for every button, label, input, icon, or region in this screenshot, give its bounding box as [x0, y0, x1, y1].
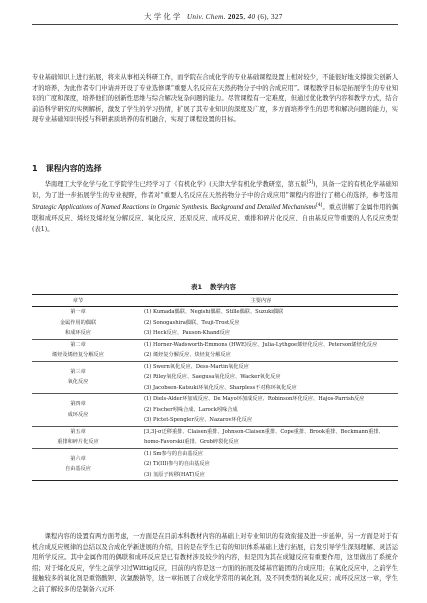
chapter-line: 金属作用的偶联: [59, 319, 97, 326]
table-label: 表1: [190, 283, 203, 291]
content-cell: [124, 307, 398, 340]
content-item: (2) 烯烃复分解反应、炔烃复分解反应: [144, 352, 231, 358]
citation-ref-4: [4]: [316, 203, 323, 209]
paragraph-content-rationale: 课程内容的设置有两方面考虑，一方面是在目前本科教材内容的基础上对专业知识的有效衔接及进一步延伸，另一方面是对于有机合成反应规律的总结以及合成化学新进展的介绍，目的是在学生已有的知识体系基础上进行拓展，启发引导学生深刻理解、灵活运用所学反应。其中金属作用的偶联和成环反应是已有教材涉及较少的内容，但是因为其在成键反应有重要作用，这里做出了系统介绍；对于烯化反应，学生之前学习过Wittig反应，目前的内容是这一方面的拓展及烯基官能团的合成应用；在氧化反应中，之前学生接触较多的氧化剂是重铬酸钾、次氯酸钠等，这一章拓展了合成化学常用的氧化剂，及不同类型的氧化反应；成环反应这一章，学生之前了解较多的是制备六元环: [32, 533, 398, 593]
chapter-line: 和成环反应: [65, 330, 91, 336]
table-row: [32, 426, 398, 448]
chapter-cell: [32, 361, 124, 394]
teaching-content-table: [32, 294, 398, 481]
content-item: (2) Sonogashira偶联、Tsuji-Trost反应: [144, 319, 240, 326]
chapter-line: 第五章: [70, 428, 86, 435]
journal-name-cn: 大 学 化 学: [144, 13, 181, 21]
table-row: [32, 394, 398, 427]
paragraph-course-selection: [32, 178, 398, 235]
para2-text-2: )，具备一定的有机化学基础知识，为了进一步拓展学生的专业视野，作者对“重要人名反应在天然药物分子中的合成应用”课程内容进行了精心的选择，参考选用: [32, 181, 398, 199]
chapter-line: 自由基反应: [65, 466, 91, 473]
table-row: [32, 361, 398, 394]
running-header: 大 学 化 学 Univ. Chem. 2025, 40 (6), 327: [144, 13, 283, 21]
content-item: (1) Diels-Alder环加成反应、De Mayo环加成反应、Robinson环化反应、Hajos-Parrish反应: [144, 396, 365, 402]
chapter-cell: [32, 339, 124, 361]
chapter-line: 第二章: [70, 341, 86, 348]
content-item: (1) Horner-Wadsworth-Emmons (HWE)反应、Julia-Lythgoe烯烃化反应、Peterson烯烃化反应: [144, 341, 378, 348]
chapter-line: 重排和碎片化反应: [57, 439, 99, 445]
chapter-cell: [32, 307, 124, 340]
content-item: [3,3]-σ迁移重排、Claisen重排、Johnson-Claisen重排、Cope重排、Brook重排、Beckmann重排、: [144, 428, 384, 435]
chapter-cell: [32, 448, 124, 481]
content-item: (2) Fischer吲哚合成、Larock吲哚合成: [144, 406, 238, 413]
para2-text-3: 。重点讲解了金属作用的偶联和成环反应、烯烃及烯烃复分解反应、氧化反应、还原反应、成环反应、重排和碎片化反应、自由基反应等重要的人名反应类型(表1)。: [32, 204, 399, 233]
content-item: (2) Riley氧化反应、Saegusa氧化反应、Wacker氧化反应: [144, 374, 281, 380]
content-item: (1) Swern氧化反应、Dess-Martin氧化反应: [144, 363, 249, 370]
table-header-row: [32, 295, 398, 307]
content-cell: [124, 361, 398, 394]
content-item: (3) Heck反应、Pauson-Khand反应: [144, 330, 231, 336]
chapter-cell: [32, 426, 124, 448]
journal-issue: (6): [257, 13, 267, 21]
table-title: 教学内容: [210, 283, 237, 291]
header-content: 主要内容: [124, 295, 398, 307]
chapter-line: 第四章: [70, 401, 86, 408]
content-item: (1) Kumada偶联、Negishi偶联、Stille偶联、Suzuki偶联: [144, 309, 284, 315]
header-rule: [32, 24, 398, 25]
section-number: 1: [32, 164, 38, 173]
content-item: (3) Pictet-Spengler反应、Nazarov环化反应: [144, 417, 253, 423]
table-row: [32, 339, 398, 361]
section-title: 课程内容的选择: [45, 164, 102, 173]
paragraph-intro: 专业基础知识上进行拓展，将来从事相关科研工作，而学院在合成化学的专业基础课程设置上相对较少，不能很好地支撑拔尖创新人才的培养，为此作者专门申请并开设了专业选修课“重要人名反应在天然药物分子中的合成应用”。课程教学目标是拓展学生的专业知识的广度和深度，培养他们的创新性思维与综合解决复杂问题的能力。尽管课程有一定难度，但通过优化教学内容和教学方式，结合前沿科学研究的实例解析，激发了学生的学习热情，扩展了其专业知识的深度及广度，多方面培养学生的思考和解决问题的能力，实现专业基础知识传授与科研素质培养的有机融合，实现了课程设置的目标。: [32, 74, 398, 124]
chapter-line: 第一章: [70, 309, 86, 315]
reference-book-title: Strategic Applications of Named Reactions in Organic Synthesis. Background and Detailed Mechanisms: [32, 204, 317, 212]
table-row: [32, 448, 398, 481]
table-caption: [0, 282, 427, 291]
content-cell: [124, 394, 398, 427]
section-heading: [32, 163, 102, 174]
content-cell: [124, 426, 398, 448]
header-chapter: 章节: [32, 295, 124, 307]
table-row: [32, 307, 398, 340]
content-item: homo-Favorskii重排、Grob碎裂化反应: [144, 439, 239, 445]
para2-text-1: 华南理工大学化学与化工学院学生已经学习了《有机化学》(天津大学有机化学教研室，第五版: [44, 181, 307, 189]
journal-name-en: Univ. Chem.: [186, 13, 226, 21]
chapter-cell: [32, 394, 124, 427]
journal-page: 327: [271, 13, 283, 21]
chapter-line: 第三章: [70, 368, 86, 375]
chapter-line: 烯烃及烯烃复分解反应: [52, 352, 104, 358]
content-item: (3) 氢原子转移(HAT)反应: [144, 471, 205, 478]
chapter-line: 成环反应: [67, 411, 89, 418]
chapter-line: 氧化反应: [67, 379, 89, 386]
content-item: (2) Ti(III)参与的自由基反应: [144, 461, 210, 467]
journal-volume: 40: [247, 13, 256, 21]
content-cell: [124, 339, 398, 361]
content-item: (3) Jacobsen-Katsuki环氧化反应、Sharpless不对称环氧化反应: [144, 384, 297, 391]
citation-ref-5: [5]: [306, 180, 314, 185]
chapter-line: 第六章: [70, 455, 86, 462]
content-item: (1) Sm参与的自由基反应: [144, 450, 203, 457]
journal-year: 2025: [227, 13, 244, 21]
content-cell: [124, 448, 398, 481]
